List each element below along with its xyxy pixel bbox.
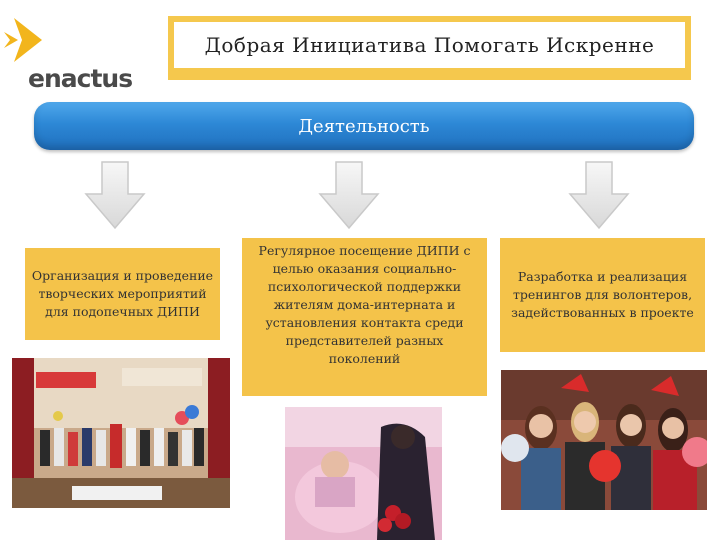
activity-card-events: Организация и проведение творческих мероприятий для подопечных ДИПИ <box>25 248 220 340</box>
activities-banner: Деятельность <box>34 102 694 150</box>
down-arrow-icon <box>318 160 380 230</box>
header-title-box <box>168 16 691 80</box>
photo-volunteers-group <box>501 370 707 510</box>
photo-elderly-visit <box>285 407 442 540</box>
page-title: Добрая Инициатива Помогать Искренне <box>174 22 685 68</box>
enactus-logo <box>4 18 144 93</box>
logo-chevron-icon <box>4 18 52 62</box>
down-arrow-icon <box>84 160 146 230</box>
activity-card-visits: Регулярное посещение ДИПИ с целью оказания социально-психологической поддержки жителям дома-интерната и установления контакта среди представителей разных поколений <box>242 238 487 396</box>
logo-wordmark: enactus <box>28 64 133 93</box>
activity-card-trainings: Разработка и реализация тренингов для волонтеров, задействованных в проекте <box>500 238 705 352</box>
down-arrow-icon <box>568 160 630 230</box>
photo-stage-performance <box>12 358 230 508</box>
